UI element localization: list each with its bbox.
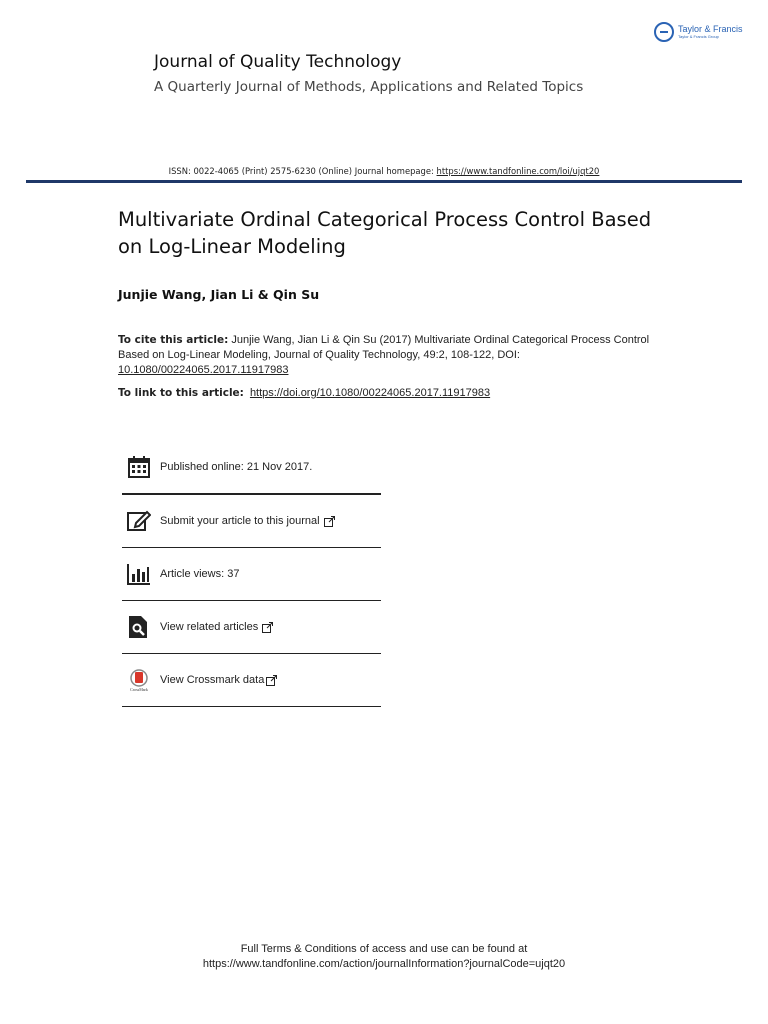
- citation-block: [118, 333, 678, 378]
- cite-label: To cite this article:: [118, 334, 229, 346]
- cite-text: Junjie Wang, Jian Li & Qin Su (2017) Multivariate Ordinal Categorical Process Control Based on Log-Linear Modeling, Journal of Quality Technology, 49:2, 108-122, DOI:: [118, 334, 650, 361]
- article-link-block: [118, 387, 678, 399]
- calendar-icon: [126, 454, 152, 480]
- views-row: [122, 548, 381, 601]
- footer-terms-link[interactable]: https://www.tandfonline.com/action/journalInformation?journalCode=ujqt20: [202, 958, 566, 970]
- crossmark-link[interactable]: View Crossmark data: [160, 674, 265, 686]
- external-link-icon: [262, 618, 273, 637]
- header-rule: [26, 180, 742, 183]
- related-articles-link[interactable]: View related articles: [160, 621, 259, 633]
- journal-homepage-link[interactable]: https://www.tandfonline.com/loi/ujqt20: [436, 166, 600, 176]
- taylor-francis-logo-icon: [654, 22, 674, 42]
- article-info-box: [122, 440, 381, 707]
- crossmark-logo-text: CrossMark: [130, 686, 148, 692]
- published-date: Published online: 21 Nov 2017.: [160, 460, 313, 473]
- submit-row[interactable]: [122, 495, 381, 548]
- cite-doi-link[interactable]: 10.1080/00224065.2017.11917983: [118, 364, 289, 376]
- issn-text: ISSN: 0022-4065 (Print) 2575-6230 (Online) Journal homepage:: [168, 166, 434, 176]
- link-label: To link to this article:: [118, 387, 244, 399]
- issn-line: [0, 166, 768, 176]
- publisher-name: Taylor & Francis: [678, 24, 743, 34]
- published-row: [122, 440, 381, 495]
- crossmark-row[interactable]: [122, 654, 381, 707]
- article-doi-link[interactable]: https://doi.org/10.1080/00224065.2017.11917983: [249, 387, 491, 399]
- article-title: Multivariate Ordinal Categorical Process Control Based on Log-Linear Modeling: [118, 208, 652, 258]
- journal-title: Journal of Quality Technology: [154, 52, 402, 72]
- publisher-group: Taylor & Francis Group: [678, 34, 719, 39]
- journal-subtitle: A Quarterly Journal of Methods, Applications and Related Topics: [154, 79, 584, 95]
- article-views: Article views: 37: [160, 568, 240, 580]
- external-link-icon: [266, 671, 277, 690]
- footer-line-1: Full Terms & Conditions of access and use can be found at: [240, 943, 528, 955]
- article-authors: Junjie Wang, Jian Li & Qin Su: [118, 287, 320, 302]
- related-row[interactable]: [122, 601, 381, 654]
- crossmark-icon: [126, 667, 152, 693]
- publisher-logo: [654, 22, 743, 42]
- footer: [0, 942, 768, 972]
- bar-chart-icon: [126, 561, 152, 587]
- edit-icon: [126, 508, 152, 534]
- external-link-icon: [324, 512, 335, 531]
- submit-article-link[interactable]: Submit your article to this journal: [160, 515, 320, 527]
- search-document-icon: [126, 614, 152, 640]
